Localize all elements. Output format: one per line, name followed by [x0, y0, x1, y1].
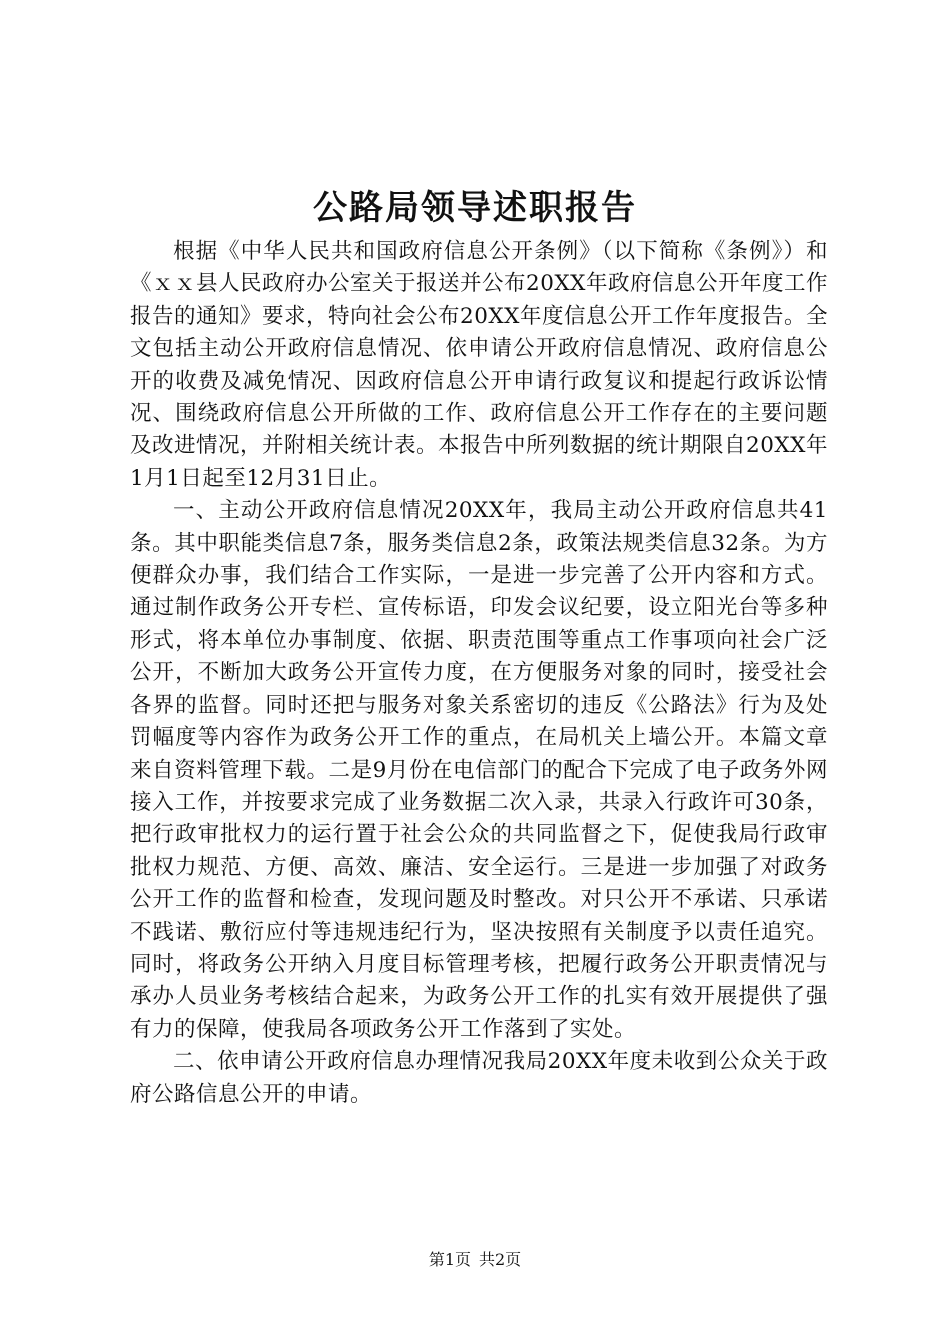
- document-title: 公路局领导述职报告: [313, 188, 637, 228]
- paragraph-intro: 根据《中华人民共和国政府信息公开条例》（以下简称《条例》）和《ｘｘ县人民政府办公室关于报送并公布20XX年政府信息公开年度工作报告的通知》要求，特向社会公布20XX年度信息公开工作年度报告。全文包括主动公开政府信息情况、依申请公开政府信息情况、政府信息公开的收费及减免情况、因政府信息公开申请行政复议和提起行政诉讼情况、围绕政府信息公开所做的工作、政府信息公开工作存在的主要问题及改进情况，并附相关统计表。本报告中所列数据的统计期限自20XX年1月1日起至12月31日止。: [130, 239, 828, 491]
- page-number-total: 共2页: [479, 1250, 522, 1269]
- paragraph-section-2: 二、依申请公开政府信息办理情况我局20XX年度未收到公众关于政府公路信息公开的申请。: [130, 1049, 828, 1107]
- page-footer: [0, 1248, 950, 1272]
- page-number-current: 第1页: [428, 1250, 471, 1269]
- document-body: [130, 236, 828, 1111]
- paragraph-section-1: 一、主动公开政府信息情况20XX年，我局主动公开政府信息共41条。其中职能类信息7条，服务类信息2条，政策法规类信息32条。为方便群众办事，我们结合工作实际，一是进一步完善了公开内容和方式。通过制作政务公开专栏、宣传标语，印发会议纪要，设立阳光台等多种形式，将本单位办事制度、依据、职责范围等重点工作事项向社会广泛公开，不断加大政务公开宣传力度，在方便服务对象的同时，接受社会各界的监督。同时还把与服务对象关系密切的违反《公路法》行为及处罚幅度等内容作为政务公开工作的重点，在局机关上墙公开。本篇文章来自资料管理下载。二是9月份在电信部门的配合下完成了电子政务外网接入工作，并按要求完成了业务数据二次入录，共录入行政许可30条，把行政审批权力的运行置于社会公众的共同监督之下，促使我局行政审批权力规范、方便、高效、廉洁、安全运行。三是进一步加强了对政务公开工作的监督和检查，发现问题及时整改。对只公开不承诺、只承诺不践诺、敷衍应付等违规违纪行为，坚决按照有关制度予以责任追究。同时，将政务公开纳入月度目标管理考核，把履行政务公开职责情况与承办人员业务考核结合起来，为政务公开工作的扎实有效开展提供了强有力的保障，使我局各项政务公开工作落到了实处。: [130, 498, 828, 1042]
